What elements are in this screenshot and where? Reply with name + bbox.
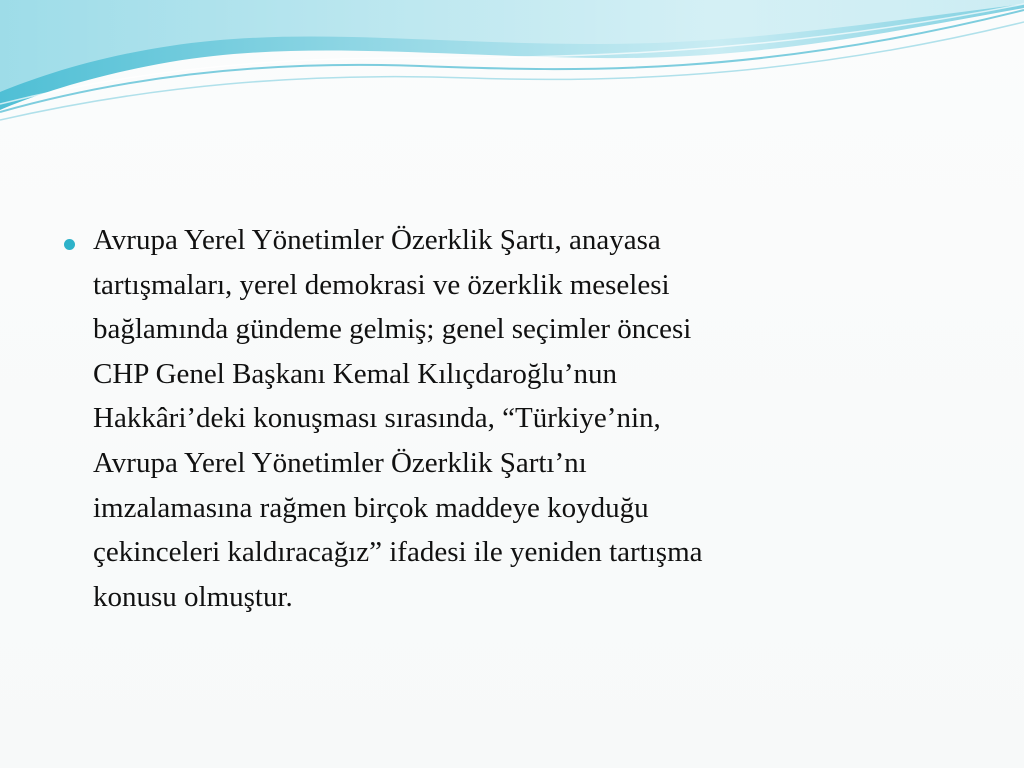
- bullet-line: konusu olmuştur.: [93, 580, 293, 613]
- slide-body: [64, 218, 944, 619]
- bullet-line: Hakkâri’deki konuşması sırasında, “Türkiye’nin,: [93, 402, 661, 435]
- bullet-line: Avrupa Yerel Yönetimler Özerklik Şartı, anayasa: [93, 224, 661, 256]
- header-wave-decoration: [0, 0, 1024, 130]
- bullet-line: Avrupa Yerel Yönetimler Özerklik Şartı’nı: [93, 446, 587, 479]
- bullet-item: [64, 218, 944, 619]
- bullet-line: çekinceleri kaldıracağız” ifadesi ile yeniden tartışma: [93, 536, 703, 569]
- bullet-text: [93, 218, 944, 619]
- bullet-line: bağlamında gündeme gelmiş; genel seçimler öncesi: [93, 313, 692, 346]
- bullet-line: tartışmaları, yerel demokrasi ve özerklik meselesi: [93, 268, 670, 301]
- bullet-dot-icon: [64, 239, 75, 250]
- bullet-line: imzalamasına rağmen birçok maddeye koyduğu: [93, 491, 649, 524]
- bullet-line: CHP Genel Başkanı Kemal Kılıçdaroğlu’nun: [93, 357, 618, 390]
